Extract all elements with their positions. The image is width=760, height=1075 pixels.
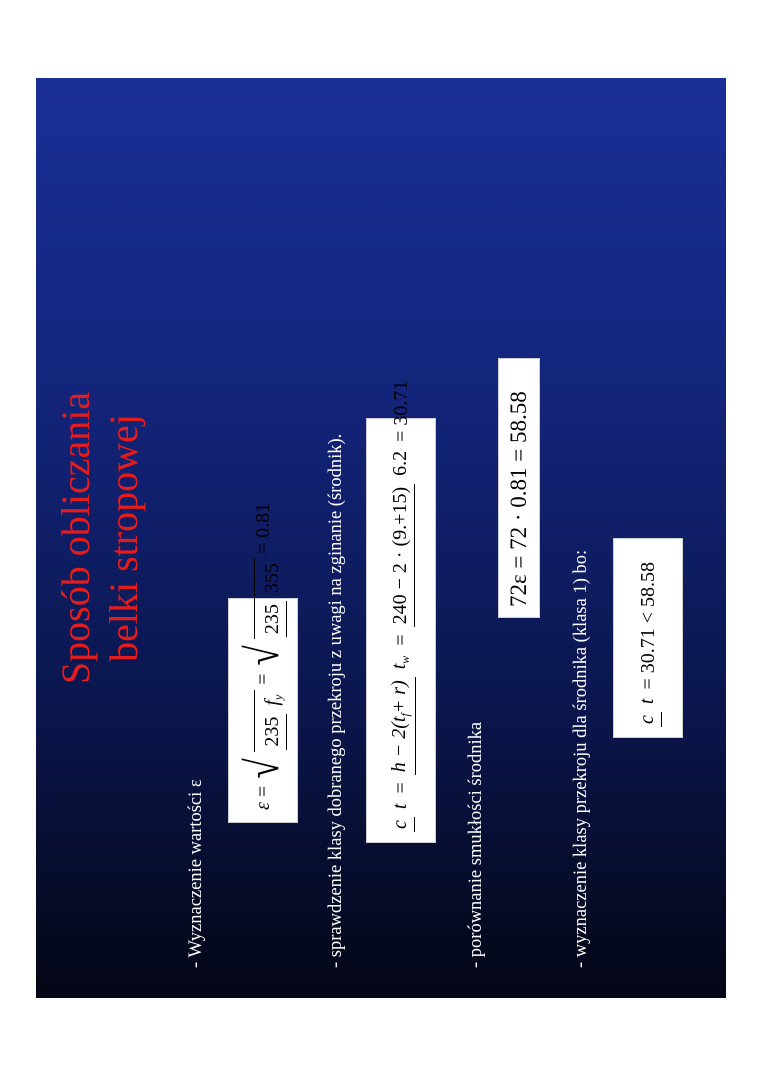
epsilon-formula (228, 502, 298, 823)
fraction-numerator: 235 (261, 714, 287, 750)
slenderness-formula: 72ε = 72 · 0.81 = 58.58 (498, 358, 540, 618)
symbolic-fraction: h − 2(tf+ r) tw (386, 653, 416, 776)
section-slenderness-heading: - porównanie smukłości środnika (466, 721, 486, 968)
section-classification-heading: - wyznaczenie klasy przekroju dla środnika (klasa 1) bo: (571, 549, 591, 968)
fraction-numerator: 235 (261, 601, 287, 637)
sqrt-235-over-355: √ 235 355 (235, 558, 291, 668)
slide-title-line-2: belki stropowej (101, 414, 146, 662)
numeric-fraction: 240 − 2 · (9.+15) 6.2 (387, 448, 415, 628)
ct-equals: = (389, 782, 412, 794)
section-class-check-heading: - sprawdzenie klasy dobranego przekroju z uwagi na zginanie (środnik). (326, 433, 346, 968)
section-epsilon-heading: - Wyznaczenie wartości ε (186, 779, 206, 968)
c-over-t: c t (634, 696, 662, 727)
fraction-denominator: 355 (261, 563, 283, 594)
epsilon-symbol: ε (251, 802, 274, 810)
classification-formula (613, 538, 683, 738)
fy-subscript: y (271, 694, 285, 701)
epsilon-equals-2: = (251, 673, 274, 685)
fraction-denominator: f (261, 700, 283, 706)
slide-content (36, 78, 726, 998)
epsilon-equals: = (251, 785, 274, 798)
ct-ratio-formula (366, 380, 436, 843)
slide (36, 78, 726, 998)
c-over-t: c t (387, 801, 415, 832)
ct-equals-2: = (389, 634, 412, 646)
epsilon-result: = 0.81 (251, 502, 274, 555)
slide-title-line-1: Sposób obliczania (53, 391, 98, 685)
sqrt-235-over-fy: √ 235 fy (235, 690, 291, 781)
classification-result: = 30.71 < 58.58 (636, 561, 659, 690)
ct-result: = 30.71 (389, 380, 412, 442)
